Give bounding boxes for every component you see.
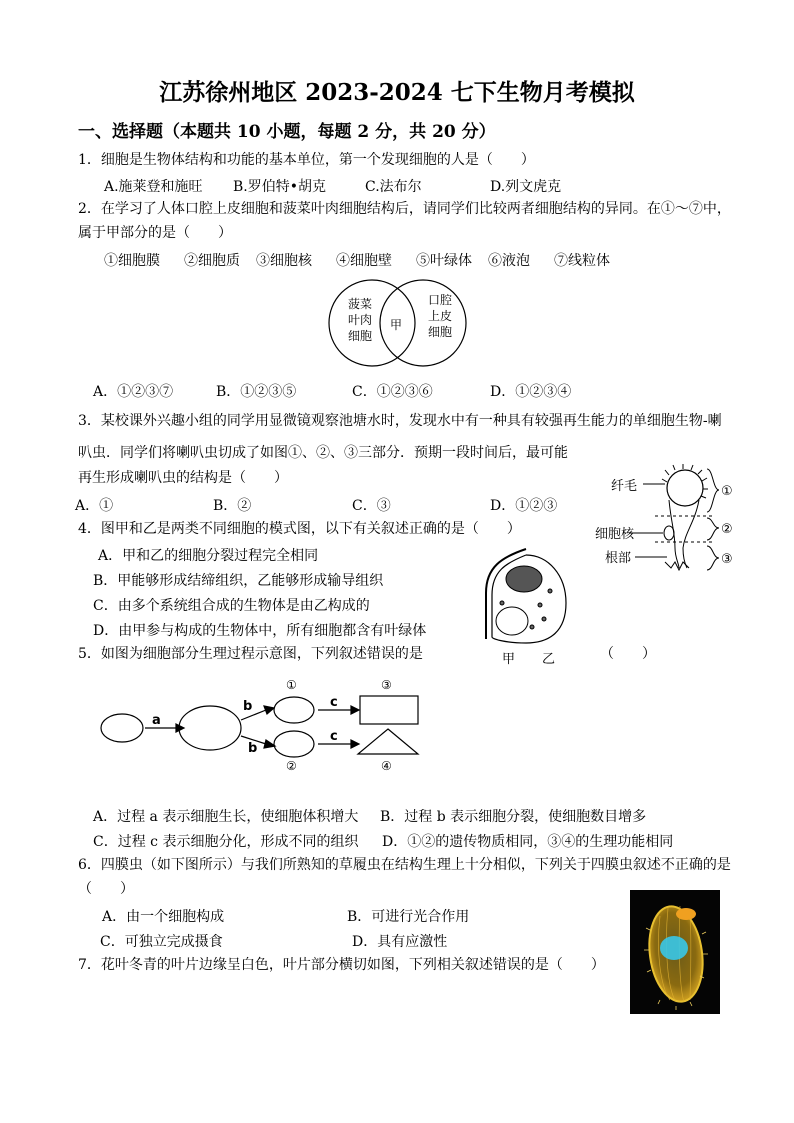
venn-diagram bbox=[318, 278, 478, 370]
q6-option-d[interactable]: D．具有应激性 bbox=[352, 934, 448, 950]
q4-stem: 4．图甲和乙是两类不同细胞的模式图，以下有关叙述正确的是（ ） bbox=[78, 521, 521, 537]
q2-item-7: ⑦线粒体 bbox=[554, 253, 610, 269]
cell-process-diagram bbox=[96, 674, 426, 774]
q2-stem-line1: 2．在学习了人体口腔上皮细胞和菠菜叶肉细胞结构后，请同学们比较两者细胞结构的异同。在①～⑦中， bbox=[78, 201, 731, 217]
q2-stem-line2: 属于甲部分的是（ ） bbox=[78, 225, 232, 241]
section-heading: 一、选择题（本题共 10 小题，每题 2 分，共 20 分） bbox=[78, 122, 496, 142]
q5-option-d[interactable]: D．①②的遗传物质相同，③④的生理功能相同 bbox=[382, 834, 674, 850]
q3-option-d[interactable]: D．①②③ bbox=[490, 498, 558, 514]
venn-overlap-label: 甲 bbox=[390, 318, 403, 332]
q5-answer-paren: （ ） bbox=[600, 646, 656, 662]
q2-option-b[interactable]: B．①②③⑤ bbox=[216, 384, 297, 400]
q2-item-5: ⑤叶绿体 bbox=[416, 253, 472, 269]
venn-right-label-1: 口腔 bbox=[428, 293, 453, 307]
fig-label-root: 根部 bbox=[605, 551, 632, 566]
q3-option-a[interactable]: A．① bbox=[75, 498, 114, 514]
q6-option-c[interactable]: C．可独立完成摄食 bbox=[100, 934, 223, 950]
q1-option-b[interactable]: B.罗伯特•胡克 bbox=[233, 179, 326, 195]
q3-stem-line2: 叭虫．同学们将喇叭虫切成了如图①、②、③三部分．预期一段时间后，最可能 bbox=[78, 445, 568, 461]
fig-mark-1: ① bbox=[721, 484, 733, 499]
fig-mark-2: ② bbox=[721, 522, 733, 537]
cell-label-yi: 乙 bbox=[542, 652, 556, 667]
fig-mark-3: ③ bbox=[721, 552, 733, 567]
fig-label-cilia: 纤毛 bbox=[611, 479, 638, 494]
q1-option-a[interactable]: A.施莱登和施旺 bbox=[104, 179, 203, 195]
q6-stem-line1: 6．四膜虫（如下图所示）与我们所熟知的草履虫在结构生理上十分相似，下列关于四膜虫叙述不正确的是 bbox=[78, 857, 731, 873]
trumpet-animal-figure bbox=[595, 462, 755, 580]
process-num-4: ④ bbox=[381, 759, 392, 773]
q2-option-a[interactable]: A．①②③⑦ bbox=[93, 384, 174, 400]
q1-option-d[interactable]: D.列文虎克 bbox=[490, 179, 562, 195]
process-num-3: ③ bbox=[381, 678, 392, 692]
q1-stem: 1．细胞是生物体结构和功能的基本单位，第一个发现细胞的人是（ ） bbox=[78, 152, 535, 168]
q2-item-4: ④细胞壁 bbox=[336, 253, 392, 269]
process-label-b-bottom: b bbox=[248, 741, 258, 756]
q6-option-a[interactable]: A．由一个细胞构成 bbox=[102, 909, 225, 925]
q3-stem-line3: 再生形成喇叭虫的结构是（ ） bbox=[78, 470, 288, 486]
q3-option-b[interactable]: B．② bbox=[213, 498, 252, 514]
q5-option-c[interactable]: C．过程 c 表示细胞分化，形成不同的组织 bbox=[93, 834, 359, 850]
q5-stem: 5．如图为细胞部分生理过程示意图，下列叙述错误的是 bbox=[78, 646, 423, 662]
process-num-2: ② bbox=[286, 759, 297, 773]
venn-left-label-2: 叶肉 bbox=[348, 313, 373, 327]
tetrahymena-image bbox=[630, 890, 720, 1014]
q5-option-a[interactable]: A．过程 a 表示细胞生长，使细胞体积增大 bbox=[93, 809, 359, 825]
q4-option-d[interactable]: D．由甲参与构成的生物体中，所有细胞都含有叶绿体 bbox=[93, 623, 427, 639]
q5-option-b[interactable]: B．过程 b 表示细胞分裂，使细胞数目增多 bbox=[380, 809, 647, 825]
q6-option-b[interactable]: B．可进行光合作用 bbox=[347, 909, 470, 925]
q4-option-c[interactable]: C．由多个系统组合成的生物体是由乙构成的 bbox=[93, 598, 370, 614]
q3-option-c[interactable]: C．③ bbox=[352, 498, 391, 514]
page-title: 江苏徐州地区 2023-2024 七下生物月考模拟 bbox=[159, 79, 635, 106]
process-num-1: ① bbox=[286, 678, 297, 692]
q1-option-c[interactable]: C.法布尔 bbox=[365, 179, 422, 195]
q6-stem-line2: （ ） bbox=[78, 881, 134, 897]
q2-option-d[interactable]: D．①②③④ bbox=[490, 384, 572, 400]
process-label-b-top: b bbox=[243, 699, 253, 714]
process-label-c-bottom: c bbox=[330, 729, 338, 744]
q2-item-2: ②细胞质 bbox=[184, 253, 240, 269]
process-label-c-top: c bbox=[330, 695, 338, 710]
venn-right-label-2: 上皮 bbox=[428, 309, 453, 323]
q4-option-a[interactable]: A．甲和乙的细胞分裂过程完全相同 bbox=[98, 548, 319, 564]
venn-left-label-3: 细胞 bbox=[348, 329, 373, 343]
q7-stem: 7．花叶冬青的叶片边缘呈白色，叶片部分横切如图，下列相关叙述错误的是（ ） bbox=[78, 957, 605, 973]
q2-item-1: ①细胞膜 bbox=[104, 253, 160, 269]
q4-option-b[interactable]: B．甲能够形成结缔组织，乙能够形成输导组织 bbox=[93, 573, 384, 589]
q2-item-3: ③细胞核 bbox=[256, 253, 312, 269]
cell-label-jia: 甲 bbox=[502, 652, 516, 667]
process-label-a: a bbox=[152, 713, 161, 728]
q2-item-6: ⑥液泡 bbox=[488, 253, 530, 269]
venn-left-label-1: 菠菜 bbox=[348, 297, 373, 311]
fig-label-nucleus: 细胞核 bbox=[595, 527, 635, 542]
q3-stem-line1: 3．某校课外兴趣小组的同学用显微镜观察池塘水时，发现水中有一种具有较强再生能力的单细胞生物-喇 bbox=[78, 413, 722, 429]
q2-option-c[interactable]: C．①②③⑥ bbox=[352, 384, 433, 400]
plant-animal-cell-figure bbox=[476, 545, 576, 667]
venn-right-label-3: 细胞 bbox=[428, 325, 453, 339]
